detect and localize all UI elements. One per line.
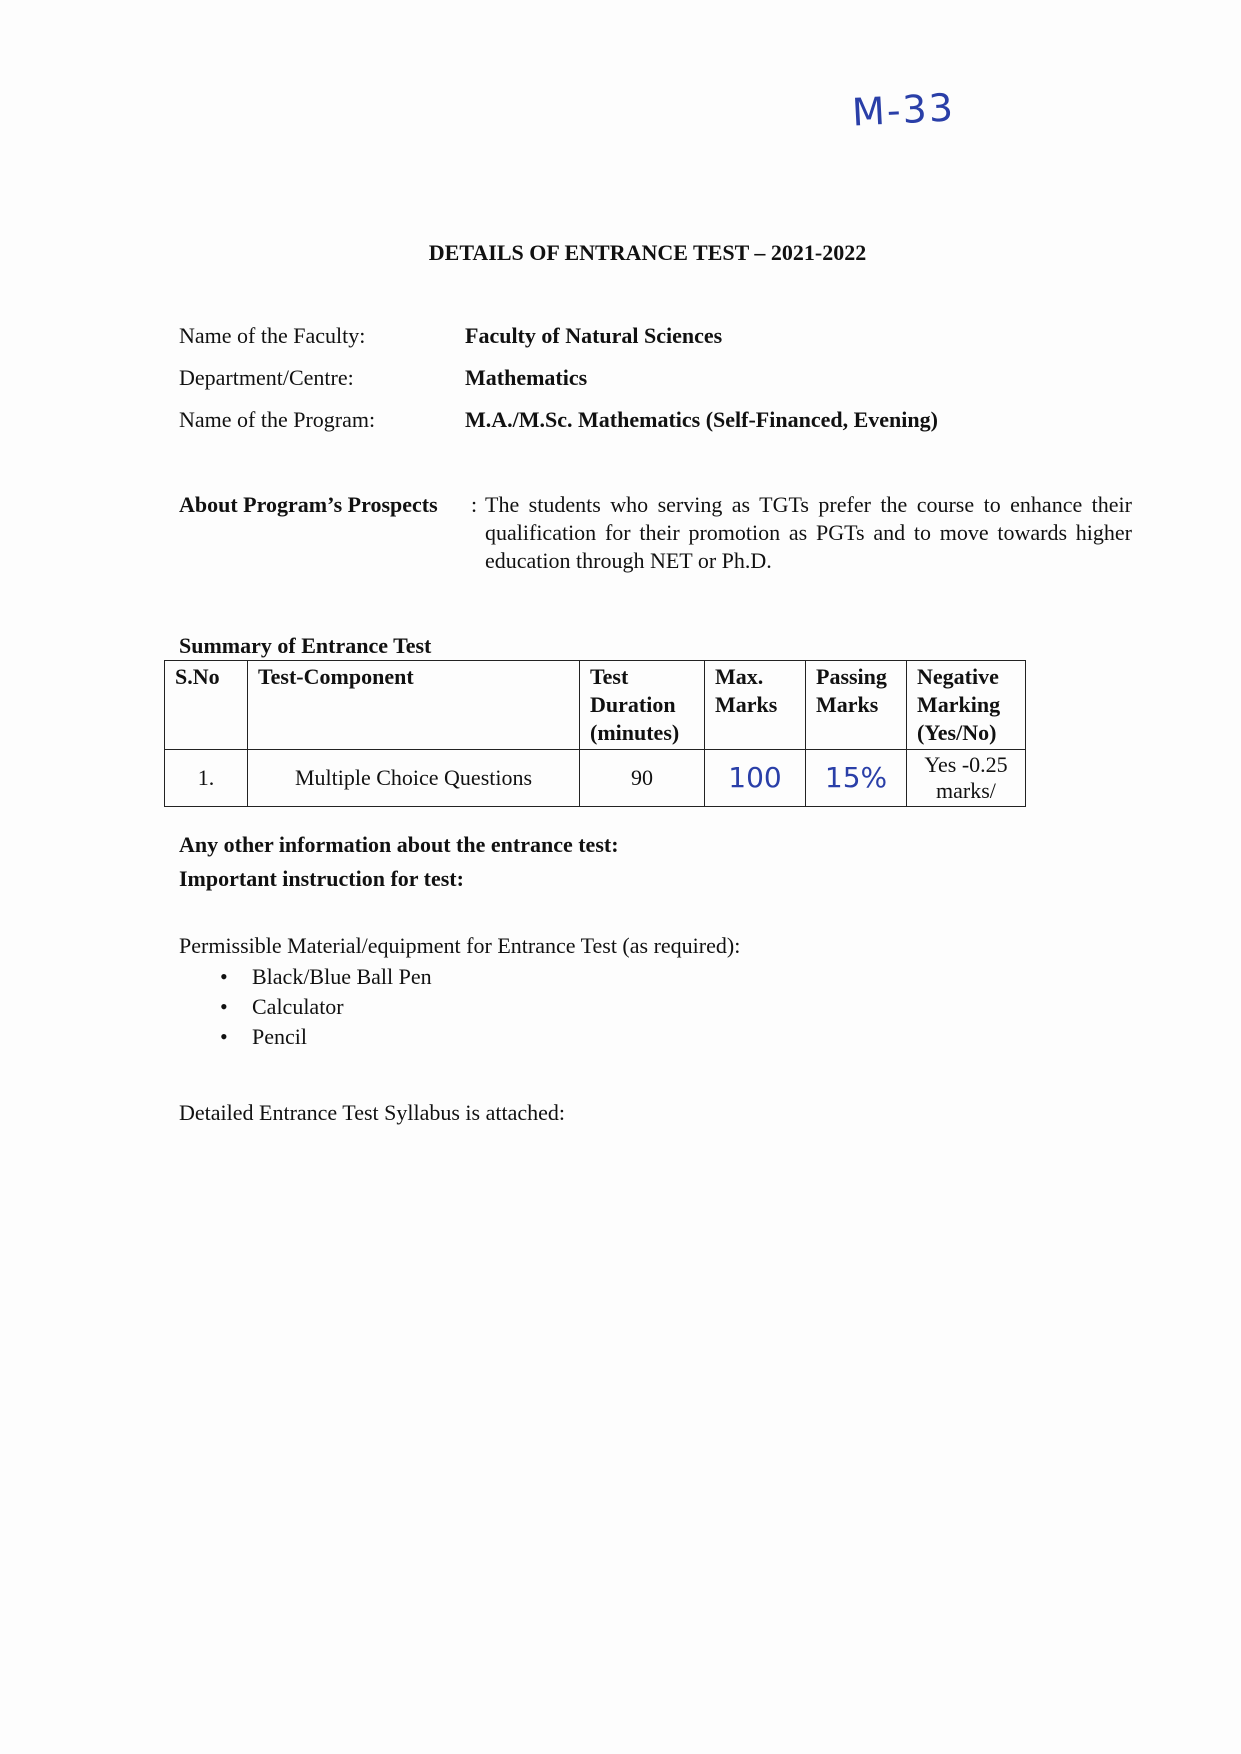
header-passing-marks: Passing Marks bbox=[806, 661, 907, 750]
department-label: Department/Centre: bbox=[179, 365, 354, 390]
other-info-heading: Any other information about the entrance test: bbox=[179, 832, 619, 857]
program-value: M.A./M.Sc. Mathematics (Self-Financed, Evening) bbox=[465, 407, 938, 432]
prospects-text: The students who serving as TGTs prefer the course to enhance their qualification for their promotion as PGTs and to move towards higher education through NET or Ph.D. bbox=[485, 492, 1132, 573]
faculty-value: Faculty of Natural Sciences bbox=[465, 323, 723, 348]
prospects-colon: : bbox=[471, 492, 478, 517]
syllabus-note: Detailed Entrance Test Syllabus is attached: bbox=[179, 1100, 565, 1125]
list-item: • Black/Blue Ball Pen bbox=[210, 962, 432, 992]
cell-passing-marks-handwritten: 15% bbox=[806, 750, 907, 807]
list-item: • Calculator bbox=[210, 992, 432, 1022]
cell-negative-marking: Yes -0.25 marks/ bbox=[907, 750, 1026, 807]
important-instruction-heading: Important instruction for test: bbox=[179, 866, 464, 891]
cell-test-component: Multiple Choice Questions bbox=[248, 750, 580, 807]
permissible-material-heading: Permissible Material/equipment for Entrance Test (as required): bbox=[179, 933, 741, 958]
summary-table bbox=[164, 660, 1026, 807]
department-value: Mathematics bbox=[465, 365, 588, 390]
program-label: Name of the Program: bbox=[179, 407, 376, 432]
header-max-marks: Max. Marks bbox=[705, 661, 806, 750]
header-test-duration: Test Duration (minutes) bbox=[580, 661, 705, 750]
list-item: • Pencil bbox=[210, 1022, 432, 1052]
cell-sno: 1. bbox=[165, 750, 248, 807]
summary-header-row bbox=[165, 661, 1026, 750]
material-list bbox=[210, 962, 432, 1052]
prospects-label: About Program’s Prospects bbox=[179, 492, 438, 517]
handwritten-page-reference: M-33 bbox=[850, 85, 956, 135]
summary-heading: Summary of Entrance Test bbox=[179, 633, 432, 658]
header-sno: S.No bbox=[165, 661, 248, 750]
cell-max-marks-handwritten: 100 bbox=[705, 750, 806, 807]
cell-test-duration: 90 bbox=[580, 750, 705, 807]
document-title: DETAILS OF ENTRANCE TEST – 2021-2022 bbox=[428, 240, 867, 265]
header-test-component: Test-Component bbox=[248, 661, 580, 750]
table-row bbox=[165, 750, 1026, 807]
faculty-label: Name of the Faculty: bbox=[179, 323, 366, 348]
header-negative-marking: Negative Marking (Yes/No) bbox=[907, 661, 1026, 750]
